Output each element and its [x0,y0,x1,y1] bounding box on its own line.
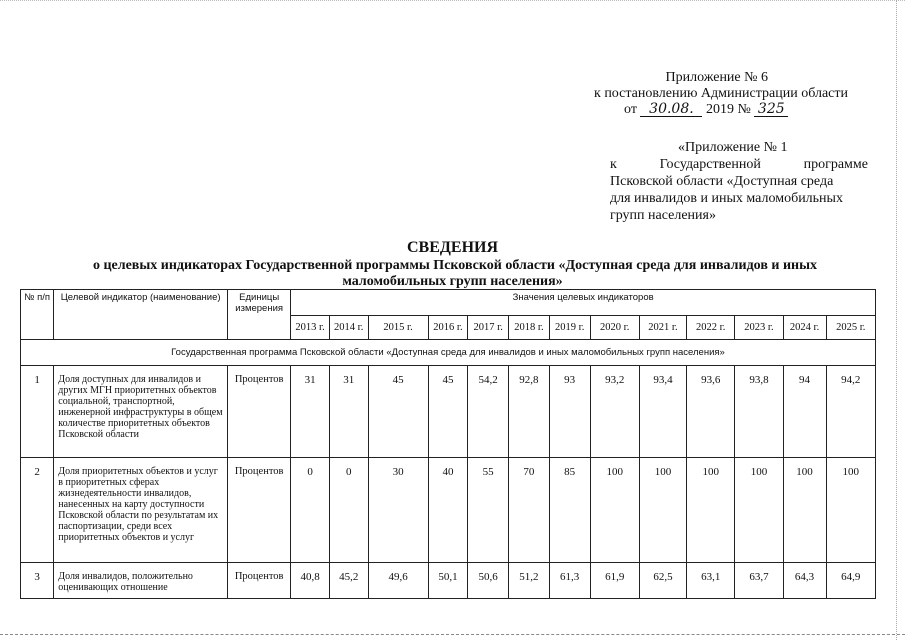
value-cell: 62,5 [639,563,686,599]
document-subtitle-line2: маломобильных групп населения» [342,274,563,289]
value-cell: 93,2 [590,366,639,458]
value-cell: 100 [783,458,826,563]
value-cell: 0 [291,458,330,563]
prior-appendix-title: «Приложение № 1 [678,140,788,155]
unit-cell: Процентов [228,366,291,458]
value-cell: 100 [590,458,639,563]
header-row-1 [21,290,876,316]
handwritten-date: 30.08. [640,102,702,117]
value-cell: 92,8 [509,366,550,458]
table-row [21,366,876,458]
indicators-table [20,289,876,599]
value-cell: 61,9 [590,563,639,599]
value-cell: 31 [291,366,330,458]
value-cell: 100 [826,458,876,563]
year-header: 2024 г. [783,316,826,340]
year-header: 2015 г. [368,316,428,340]
value-cell: 45 [428,366,468,458]
year-header: 2016 г. [428,316,468,340]
value-cell: 64,9 [826,563,876,599]
year-header: 2022 г. [687,316,735,340]
document-heading: СВЕДЕНИЯ [406,239,499,256]
year-header: 2021 г. [639,316,686,340]
year-header: 2019 г. [549,316,590,340]
value-cell: 94,2 [826,366,876,458]
section-row [21,340,876,366]
value-cell: 50,1 [428,563,468,599]
year-header: 2025 г. [826,316,876,340]
table-row [21,458,876,563]
year-header: 2014 г. [329,316,368,340]
appendix-decree-line [560,86,848,102]
word-state: Государственной [659,157,761,172]
section-title: Государственная программа Псковской области «Доступная среда для инвалидов и иных маломобильных групп населения» [21,340,876,366]
from-label: от [624,102,637,117]
value-cell: 100 [639,458,686,563]
word-k: к [610,157,617,172]
prior-appendix-line3: Псковской области «Доступная среда [610,174,834,189]
scan-right-edge [896,0,898,640]
prior-appendix-block [610,139,868,224]
value-cell: 55 [468,458,509,563]
col-header-no: № п/п [21,290,54,340]
value-cell: 85 [549,458,590,563]
value-cell: 49,6 [368,563,428,599]
year-header: 2017 г. [468,316,509,340]
indicator-name: Доля доступных для инвалидов и других МГН приоритетных объектов социальной, транспортной, инженерной инфраструктуры в общем количестве приоритетных объектов Псковской области [54,366,228,458]
col-header-values: Значения целевых индикаторов [291,290,876,316]
unit-cell: Процентов [228,458,291,563]
handwritten-number: 325 [754,102,788,117]
appendix-title: Приложение № 6 [665,70,768,85]
indicator-name: Доля приоритетных объектов и услуг в приоритетных сферах жизнедеятельности инвалидов, нанесенных на карту доступности Псковской области по результатам их паспортизации, среди всех приоритетных объектов и услуг [54,458,228,563]
value-cell: 70 [509,458,550,563]
value-cell: 31 [329,366,368,458]
value-cell: 45 [368,366,428,458]
value-cell: 54,2 [468,366,509,458]
year-header: 2013 г. [291,316,330,340]
value-cell: 93,6 [687,366,735,458]
value-cell: 0 [329,458,368,563]
year-header: 2020 г. [590,316,639,340]
year-header: 2018 г. [509,316,550,340]
value-cell: 61,3 [549,563,590,599]
value-cell: 93,4 [639,366,686,458]
row-number: 3 [21,563,54,599]
prior-appendix-line5: групп населения» [610,208,716,223]
value-cell: 30 [368,458,428,563]
decree-date-line [624,101,788,118]
value-cell: 45,2 [329,563,368,599]
value-cell: 40,8 [291,563,330,599]
value-cell: 94 [783,366,826,458]
year-header: 2023 г. [735,316,783,340]
appendix-number [520,70,768,86]
row-number: 2 [21,458,54,563]
table-row [21,563,876,599]
value-cell: 63,7 [735,563,783,599]
value-cell: 63,1 [687,563,735,599]
value-cell: 93 [549,366,590,458]
indicator-name: Доля инвалидов, положительно оценивающих отношение [54,563,228,599]
prior-appendix-line2 [610,156,868,173]
value-cell: 51,2 [509,563,550,599]
unit-cell: Процентов [228,563,291,599]
col-header-units: Единицы измерения [228,290,291,340]
row-number: 1 [21,366,54,458]
value-cell: 93,8 [735,366,783,458]
value-cell: 50,6 [468,563,509,599]
value-cell: 100 [687,458,735,563]
prior-appendix-line4: для инвалидов и иных маломобильных [610,191,843,206]
value-cell: 100 [735,458,783,563]
year-number-label: 2019 № [705,102,751,117]
value-cell: 40 [428,458,468,563]
word-program: программе [803,157,868,172]
value-cell: 64,3 [783,563,826,599]
decree-reference: к постановлению Администрации области [594,86,848,101]
document-subtitle-line1: о целевых индикаторах Государственной программы Псковской области «Доступная среда для инвалидов и иных [92,258,818,273]
scan-bottom-edge [0,634,905,636]
col-header-indicator: Целевой индикатор (наименование) [54,290,228,340]
scan-top-edge [0,0,905,3]
